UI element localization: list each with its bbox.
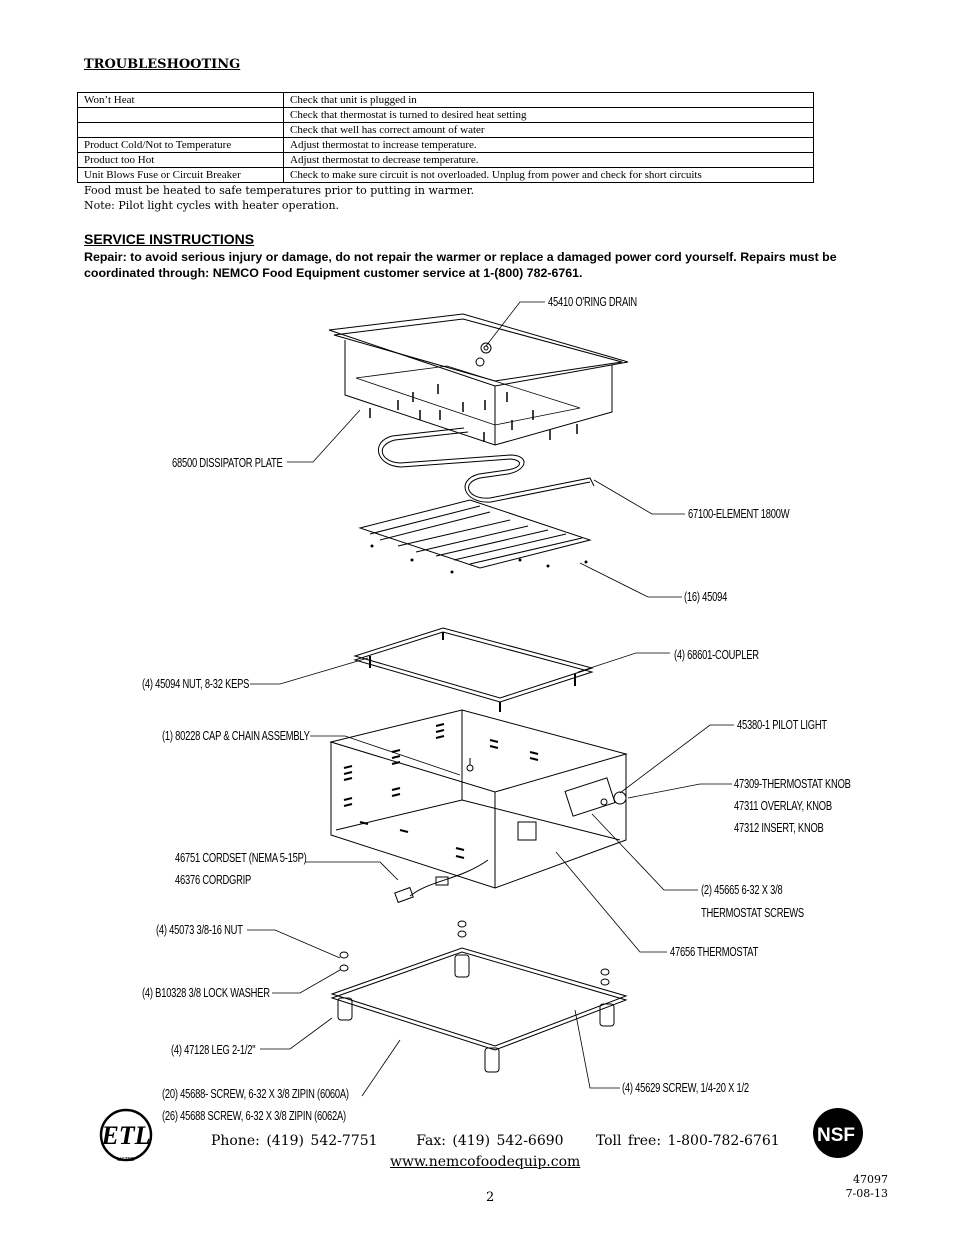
food-safety-note: Food must be heated to safe temperatures prior to putting in warmer.	[84, 184, 475, 197]
solution-cell: Adjust thermostat to decrease temperature.	[284, 153, 814, 168]
label-thermostat-screws: THERMOSTAT SCREWS	[701, 905, 804, 920]
problem-cell: Product Cold/Not to Temperature	[78, 138, 284, 153]
label-lock-washer: (4) B10328 3/8 LOCK WASHER	[142, 985, 270, 1000]
pan-studs	[370, 384, 577, 442]
label-pilot-light: 45380-1 PILOT LIGHT	[737, 717, 827, 732]
label-screw-45629: (4) 45629 SCREW, 1/4-20 X 1/2	[622, 1080, 749, 1095]
problem-cell: Won’t Heat	[78, 93, 284, 108]
etl-logo-text: ETL	[101, 1121, 151, 1150]
label-cordset: 46751 CORDSET (NEMA 5-15P)	[175, 850, 307, 865]
service-instructions-body: Repair: to avoid serious injury or damage, do not repair the warmer or replace a damaged power cord yourself. Repairs must be coordinated through: NEMCO Food Equipment customer service at 1-(800) 782-6761.	[84, 250, 837, 280]
heating-element	[378, 428, 594, 502]
service-instructions-title: SERVICE INSTRUCTIONS	[84, 231, 255, 247]
solution-cell: Check that unit is plugged in	[284, 93, 814, 108]
page-number: 2	[486, 1190, 495, 1205]
solution-cell: Check that well has correct amount of water	[284, 123, 814, 138]
label-thermostat-knob: 47309-THERMOSTAT KNOB	[734, 776, 851, 791]
pilot-light-note: Note: Pilot light cycles with heater operation.	[84, 199, 340, 212]
document-id	[846, 1173, 888, 1201]
label-screw-6060a: (20) 45688- SCREW, 6-32 X 3/8 ZIPIN (6060A)	[162, 1086, 349, 1101]
contact-info: Phone: (419) 542-7751 Fax: (419) 542-6690 Toll free: 1-800-782-6761	[211, 1133, 780, 1149]
doc-date: 7-08-13	[845, 1187, 888, 1200]
label-dissipator-plate: 68500 DISSIPATOR PLATE	[172, 455, 283, 470]
label-nut-keps: (4) 45094 NUT, 8-32 KEPS	[142, 676, 250, 691]
website-link[interactable]: www.nemcofoodequip.com	[390, 1154, 581, 1170]
dissipator-plate	[355, 628, 592, 712]
well-pan	[329, 314, 628, 445]
nsf-logo	[813, 1108, 863, 1158]
label-thermostat: 47656 THERMOSTAT	[670, 944, 759, 959]
solution-cell: Adjust thermostat to increase temperature.	[284, 138, 814, 153]
housing-box	[331, 710, 626, 888]
label-oring-drain: 45410 O'RING DRAIN	[548, 294, 637, 309]
problem-cell: Unit Blows Fuse or Circuit Breaker	[78, 168, 284, 183]
label-leg: (4) 47128 LEG 2-1/2"	[171, 1042, 256, 1057]
etl-logo	[100, 1110, 151, 1163]
label-element: 67100-ELEMENT 1800W	[688, 506, 790, 521]
label-screw-6062a: (26) 45688 SCREW, 6-32 X 3/8 ZIPIN (6062A)	[162, 1108, 346, 1123]
solution-cell: Check to make sure circuit is not overloaded. Unplug from power and check for short circuits	[284, 168, 814, 183]
label-thermostat-screws-qty: (2) 45665 6-32 X 3/8	[701, 882, 783, 897]
solution-cell: Check that thermostat is turned to desired heat setting	[284, 108, 814, 123]
troubleshooting-title: TROUBLESHOOTING	[84, 57, 241, 72]
label-knob-overlay: 47311 OVERLAY, KNOB	[734, 798, 832, 813]
base-plate	[332, 921, 626, 1072]
housing-vents	[344, 724, 538, 858]
channel-brackets	[360, 500, 590, 573]
etl-logo-subtext: LISTED	[117, 1157, 135, 1163]
problem-cell: Product too Hot	[78, 153, 284, 168]
label-16-45094: (16) 45094	[684, 589, 728, 604]
doc-number: 47097	[853, 1173, 888, 1186]
label-knob-insert: 47312 INSERT, KNOB	[734, 820, 824, 835]
label-coupler: (4) 68601-COUPLER	[674, 647, 759, 662]
nsf-logo-text: NSF	[817, 1125, 855, 1146]
label-cap-chain: (1) 80228 CAP & CHAIN ASSEMBLY	[162, 728, 310, 743]
label-cordgrip: 46376 CORDGRIP	[175, 872, 252, 887]
label-nut-38: (4) 45073 3/8-16 NUT	[156, 922, 243, 937]
